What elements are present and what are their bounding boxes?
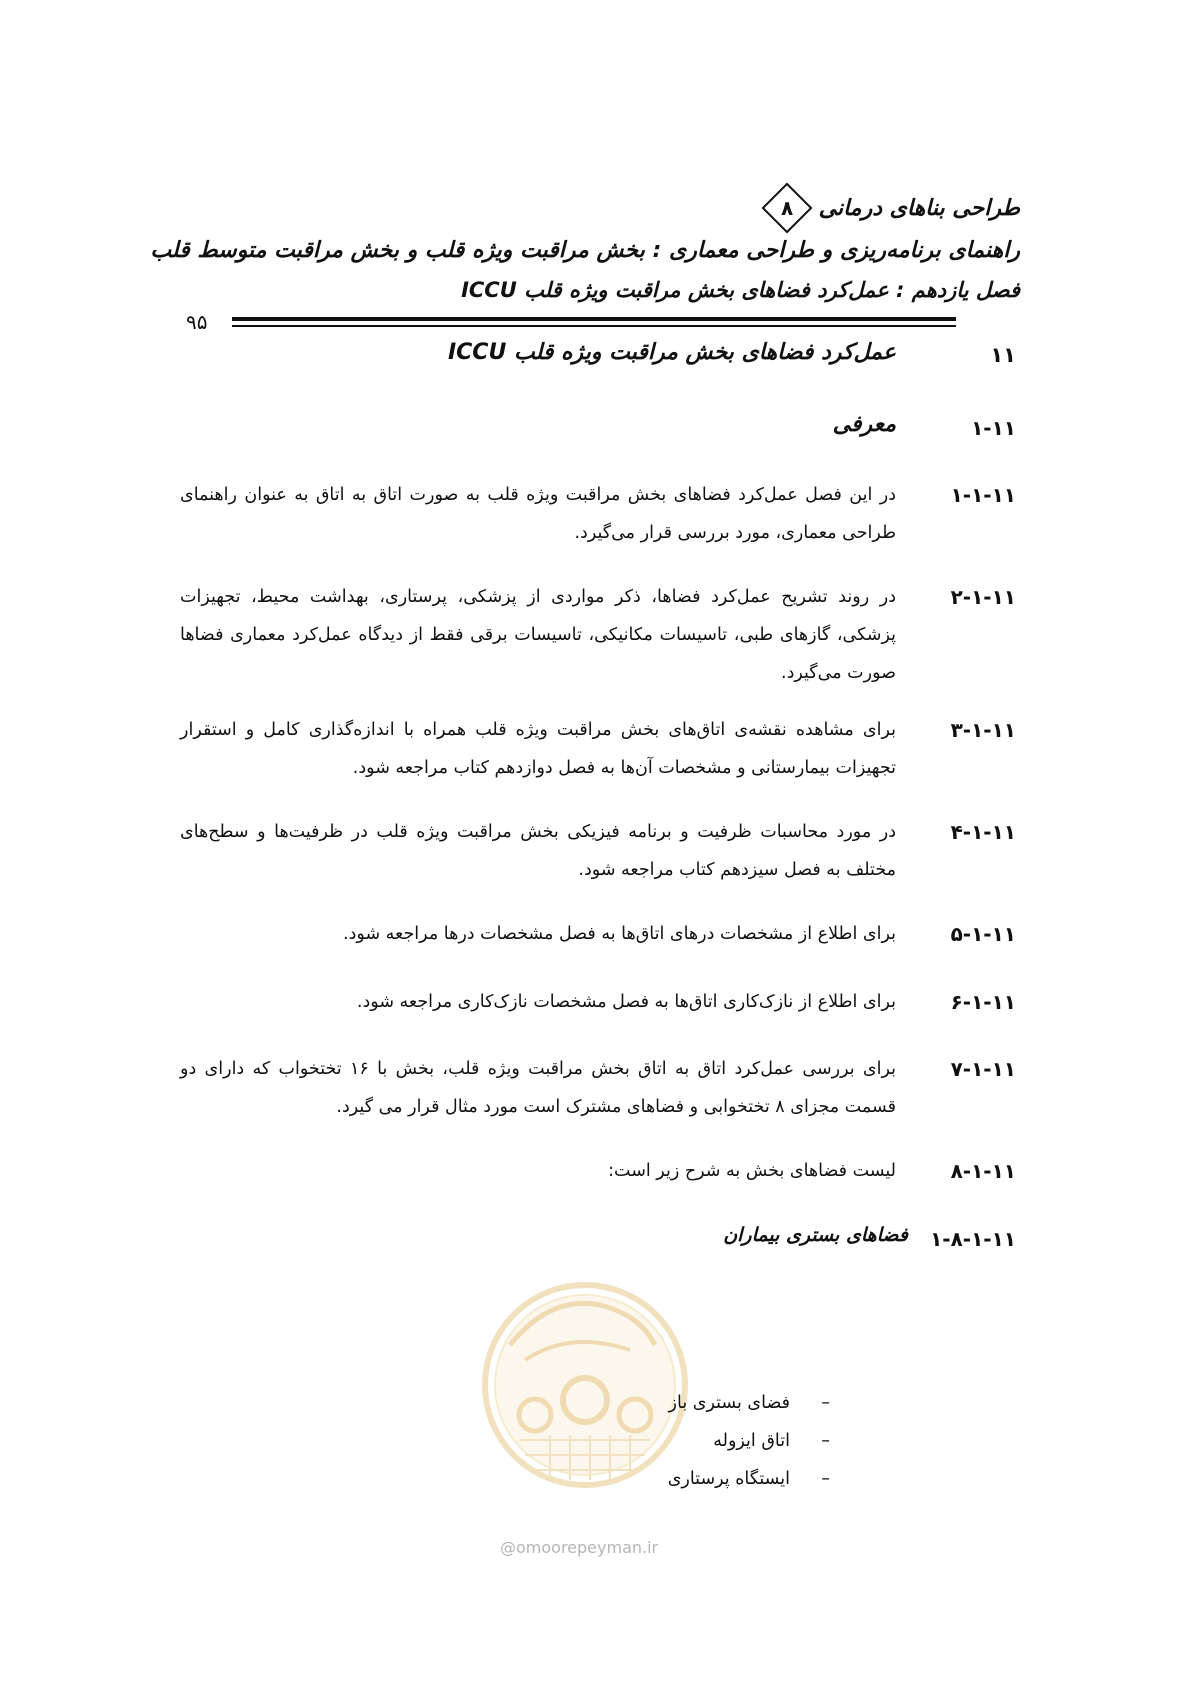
item-number: ۷-۱-۱۱ — [950, 1057, 1016, 1081]
item-text: در مورد محاسبات ظرفیت و برنامه فیزیکی بخش مراقبت ویژه قلب در ظرفیت‌ها و سطح‌های مختلف به فصل سیزدهم کتاب مراجعه شود. — [180, 822, 896, 880]
list-item-text: اتاق ایزوله — [713, 1431, 790, 1451]
list-item — [668, 1384, 830, 1422]
item-number: ۳-۱-۱۱ — [950, 718, 1016, 742]
chapter-header: فصل یازدهم : عمل‌کرد فضاهای بخش مراقبت ویژه قلب ICCU — [461, 278, 1020, 302]
bullet-dash: – — [821, 1393, 830, 1413]
item-text: برای بررسی عمل‌کرد اتاق به اتاق بخش مراقبت ویژه قلب، بخش با ۱۶ تختخواب که دارای دو قسمت مجزای ۸ تختخوابی و فضاهای مشترک است مورد مثال قرار می گیرد. — [180, 1059, 897, 1117]
item-number: ۱-۱-۱۱ — [950, 483, 1016, 507]
header-rule-thin — [232, 325, 956, 327]
book-subtitle: راهنمای برنامه‌ریزی و طراحی معماری : بخش مراقبت ویژه قلب و بخش مراقبت متوسط قلب — [150, 238, 1020, 263]
page-number: ۹۵ — [186, 310, 208, 334]
at-icon: @ — [500, 1538, 516, 1557]
item-text: در روند تشریح عمل‌کرد فضاها، ذکر مواردی از پزشکی، پرستاری، بهداشت محیط، تجهیزات پزشکی، گازهای طبی، تاسیسات مکانیکی، تاسیسات برقی فقط از دیدگاه عمل‌کرد معماری فضاها صورت می‌گیرد. — [180, 587, 896, 683]
item-number: ۶-۱-۱۱ — [950, 990, 1016, 1014]
item-number: ۲-۱-۱۱ — [950, 585, 1016, 609]
book-title-text: طراحی بناهای درمانی — [818, 195, 1020, 221]
section-number: ۱-۱۱ — [971, 416, 1016, 440]
subsection-number: ۱-۸-۱-۱۱ — [930, 1227, 1016, 1251]
item-text: لیست فضاهای بخش به شرح زیر است: — [608, 1161, 896, 1181]
watermark-url: @omoorepeyman.ir — [500, 1538, 659, 1557]
chapter-title: عمل‌کرد فضاهای بخش مراقبت ویژه قلب ICCU — [447, 340, 896, 365]
subsection-title: فضاهای بستری بیماران — [723, 1224, 908, 1246]
item-number: ۵-۱-۱۱ — [950, 922, 1016, 946]
chapter-number: ۱۱ — [990, 343, 1016, 367]
book-title — [757, 190, 1020, 226]
bullet-dash: – — [821, 1469, 830, 1489]
item-number: ۸-۱-۱۱ — [950, 1159, 1016, 1183]
item-text: برای مشاهده نقشه‌ی اتاق‌های بخش مراقبت ویژه قلب همراه با اندازه‌گذاری کامل و استقرار تجهیزات بیمارستانی و مشخصات آن‌ها به فصل دوازدهم کتاب مراجعه شود. — [180, 720, 896, 778]
item-text: برای اطلاع از نازک‌کاری اتاق‌ها به فصل مشخصات نازک‌کاری مراجعه شود. — [356, 992, 896, 1012]
watermark-logo — [480, 1275, 690, 1495]
list-item-text: فضای بستری باز — [668, 1393, 790, 1413]
volume-badge — [761, 183, 812, 234]
item-text: در این فصل عمل‌کرد فضاهای بخش مراقبت ویژه قلب به صورت اتاق به اتاق به عنوان راهنمای طراحی معماری، مورد بررسی قرار می‌گیرد. — [180, 485, 896, 543]
item-text: برای اطلاع از مشخصات درهای اتاق‌ها به فصل مشخصات درها مراجعه شود. — [343, 924, 896, 944]
section-title: معرفی — [832, 412, 896, 437]
list-item-text: ایستگاه پرستاری — [667, 1469, 790, 1489]
volume-number: ۸ — [780, 196, 793, 220]
item-number: ۴-۱-۱۱ — [950, 820, 1016, 844]
bullet-dash: – — [821, 1431, 830, 1451]
header-rule-thick — [232, 317, 956, 321]
list-item — [668, 1460, 830, 1498]
list-item — [668, 1422, 830, 1460]
space-list — [668, 1384, 830, 1498]
